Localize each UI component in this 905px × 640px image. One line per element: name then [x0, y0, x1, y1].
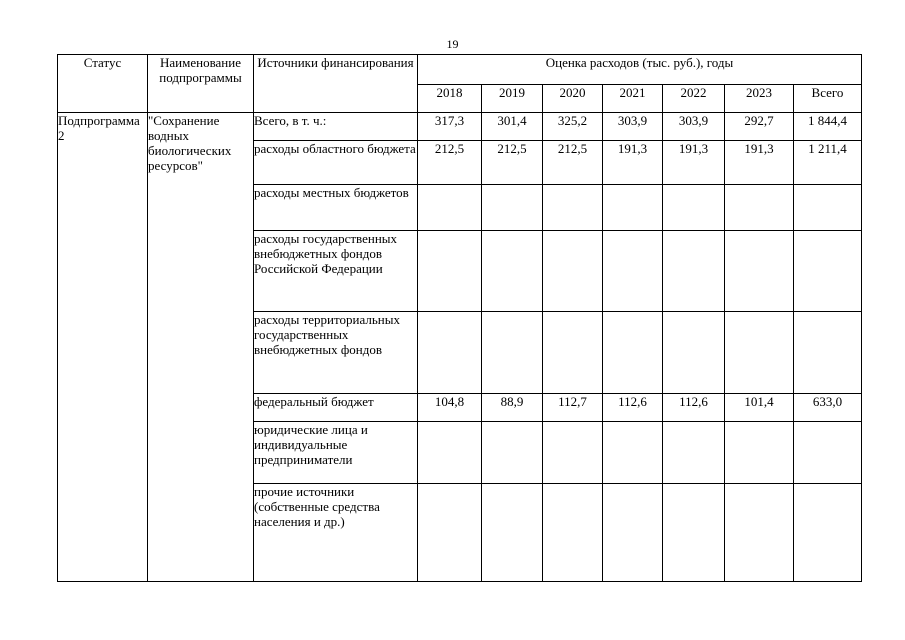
value-cell: [725, 312, 794, 394]
source-cell: расходы областного бюджета: [254, 141, 418, 185]
value-cell: [603, 231, 663, 312]
value-cell: 301,4: [482, 113, 543, 141]
year-header: 2021: [603, 85, 663, 113]
subprogram-name-cell: "Сохранение водных биологических ресурсов": [148, 113, 254, 582]
value-cell: 212,5: [482, 141, 543, 185]
funding-sources-header: Источники финансирования: [254, 55, 418, 113]
value-cell: 112,6: [663, 394, 725, 422]
value-cell: 191,3: [603, 141, 663, 185]
value-cell: [603, 484, 663, 582]
source-cell: федеральный бюджет: [254, 394, 418, 422]
value-cell: [482, 312, 543, 394]
value-cell: [543, 484, 603, 582]
header-row: [58, 55, 862, 85]
value-cell: [725, 484, 794, 582]
financing-table: [57, 54, 862, 582]
value-cell: [603, 185, 663, 231]
value-cell: 212,5: [418, 141, 482, 185]
total-cell: [794, 185, 862, 231]
source-cell: расходы территориальных государственных внебюджетных фондов: [254, 312, 418, 394]
year-header: 2023: [725, 85, 794, 113]
value-cell: 292,7: [725, 113, 794, 141]
value-cell: [418, 231, 482, 312]
value-cell: [418, 484, 482, 582]
total-cell: [794, 422, 862, 484]
value-cell: 191,3: [725, 141, 794, 185]
value-cell: [603, 422, 663, 484]
status-header: Статус: [58, 55, 148, 113]
page-number: 19: [446, 37, 459, 51]
total-cell: 633,0: [794, 394, 862, 422]
value-cell: [543, 231, 603, 312]
value-cell: 104,8: [418, 394, 482, 422]
value-cell: 191,3: [663, 141, 725, 185]
value-cell: [725, 185, 794, 231]
value-cell: [543, 312, 603, 394]
value-cell: [663, 312, 725, 394]
value-cell: [418, 185, 482, 231]
value-cell: [543, 185, 603, 231]
value-cell: 88,9: [482, 394, 543, 422]
value-cell: 101,4: [725, 394, 794, 422]
value-cell: 212,5: [543, 141, 603, 185]
value-cell: [418, 312, 482, 394]
value-cell: 112,6: [603, 394, 663, 422]
value-cell: 303,9: [603, 113, 663, 141]
subprogram-name-header: Наименование подпрограммы: [148, 55, 254, 113]
total-cell: [794, 231, 862, 312]
total-cell: 1 844,4: [794, 113, 862, 141]
status-cell: Подпрограмма 2: [58, 113, 148, 582]
value-cell: [663, 484, 725, 582]
year-header: 2018: [418, 85, 482, 113]
value-cell: [543, 422, 603, 484]
value-cell: [482, 185, 543, 231]
year-header: 2022: [663, 85, 725, 113]
value-cell: 317,3: [418, 113, 482, 141]
source-cell: юридические лица и индивидуальные предприниматели: [254, 422, 418, 484]
value-cell: 325,2: [543, 113, 603, 141]
source-cell: расходы местных бюджетов: [254, 185, 418, 231]
total-header: Всего: [794, 85, 862, 113]
total-cell: 1 211,4: [794, 141, 862, 185]
value-cell: [725, 231, 794, 312]
year-header: 2020: [543, 85, 603, 113]
table-row: [58, 113, 862, 141]
value-cell: [663, 231, 725, 312]
value-cell: [482, 231, 543, 312]
value-cell: [482, 422, 543, 484]
value-cell: 112,7: [543, 394, 603, 422]
value-cell: [418, 422, 482, 484]
value-cell: 303,9: [663, 113, 725, 141]
year-header: 2019: [482, 85, 543, 113]
value-cell: [663, 185, 725, 231]
expense-estimate-header: Оценка расходов (тыс. руб.), годы: [418, 55, 862, 85]
source-cell: прочие источники (собственные средства населения и др.): [254, 484, 418, 582]
value-cell: [663, 422, 725, 484]
total-cell: [794, 484, 862, 582]
value-cell: [603, 312, 663, 394]
value-cell: [725, 422, 794, 484]
source-cell: Всего, в т. ч.:: [254, 113, 418, 141]
total-cell: [794, 312, 862, 394]
source-cell: расходы государственных внебюджетных фондов Российской Федерации: [254, 231, 418, 312]
value-cell: [482, 484, 543, 582]
